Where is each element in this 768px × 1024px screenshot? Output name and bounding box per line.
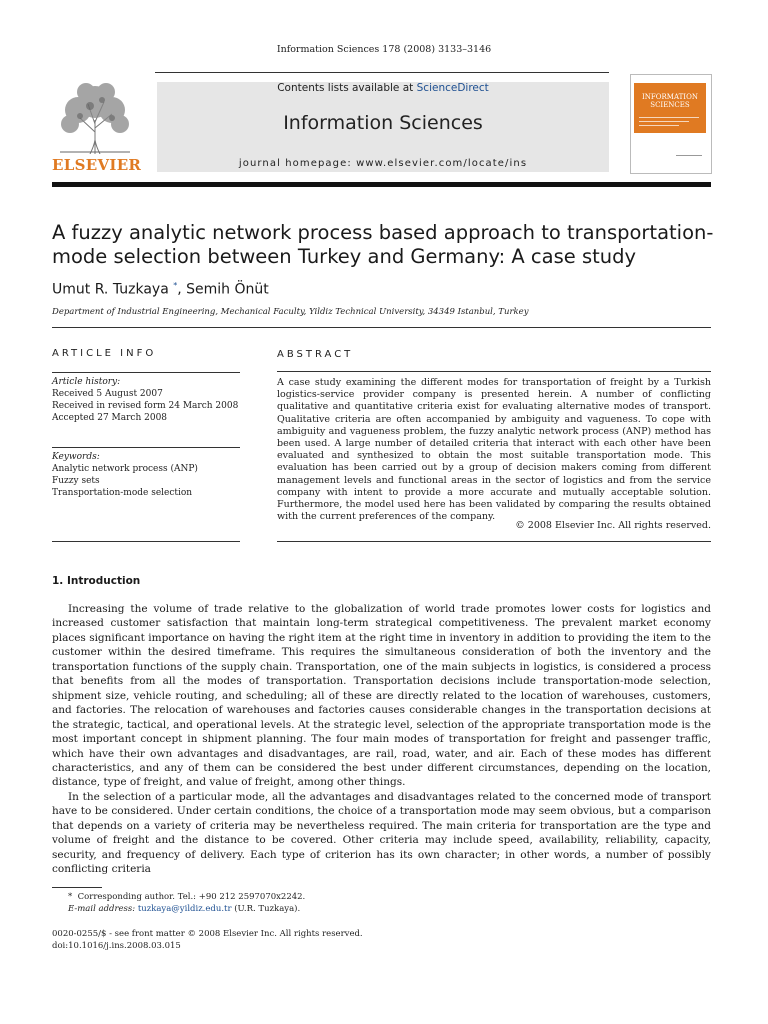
divider: [52, 447, 240, 448]
header-thick-rule: [52, 182, 711, 187]
abstract-text: A case study examining the different modes for transportation of freight by a Turkish logistics-service provider company is presented herein. A number of conflicting qualitative and quantitative criteria exist for evaluating alternative modes of transport. Qualitative criteria are often accompanied by ambiguity and vagueness. To cope with ambiguity and vagueness problem, the fuzzy analytic network process (ANP) method has been used. A large number of detailed criteria that interact with each other have been evaluated and synthesized to obtain the most suitable transportation mode. This evaluation has been carried out by a group of decision makers coming from different management levels and functional areas in the sector of logistics and from the service company with intent to provide a more accurate and mutually acceptable solution. Furthermore, the model used here has been validated by comparing the results obtained with the current preferences of the company.: [277, 377, 711, 523]
history-label: Article history:: [52, 377, 121, 387]
keyword: Transportation-mode selection: [52, 488, 193, 498]
author-list: [52, 281, 269, 298]
corresponding-author-note: Corresponding author. Tel.: +90 212 2597070x2242.: [77, 892, 306, 902]
doi-line[interactable]: doi:10.1016/j.ins.2008.03.015: [52, 941, 181, 951]
header-rule: [155, 72, 609, 73]
section-heading-introduction: 1. Introduction: [52, 575, 141, 587]
article-history: [52, 376, 242, 424]
footnote: [52, 891, 711, 915]
keywords: [52, 451, 242, 499]
email-label: E-mail address:: [68, 904, 136, 914]
cover-publisher-mark: [676, 155, 702, 166]
keyword: Fuzzy sets: [52, 476, 100, 486]
paragraph: Increasing the volume of trade relative to the globalization of world trade promotes lower costs for logistics and increased customer satisfaction that maintain long-term strategical competitiveness. The prevalent market economy places significant importance on having the right item at the right time in inventory in addition to providing the item to the customer within the desired timeframe. This requires the simultaneous consideration of both the inventory and the transportation functions of the supply chain. Transportation, one of the main subjects in logistics, is considered a process that benefits from all the modes of transportation. Transportation decisions include transportation-mode selection, shipment size, vehicle routing, and scheduling; all of these are directly related to the location of warehouses, customers, and factories. The relocation of warehouses and factories causes considerable changes in the transportation decisions at the strategic, tactical, and operational levels. At the strategic level, selection of the appropriate transportation mode is the most important concept in shipment planning. The four main modes of transportation for freight and passenger traffic, which have their own advantages and disadvantages, are rail, road, water, and air. Each of these modes has different characteristics, and any of them can be considered the best under different circumstances, depending on the location, distance, type of freight, and value of freight, among other things.: [52, 603, 711, 789]
journal-cover-image: [630, 74, 712, 174]
contents-line: [157, 82, 609, 94]
cover-line: [639, 117, 699, 118]
author-2[interactable]: Semih Önüt: [186, 281, 269, 298]
corresponding-mark[interactable]: *: [173, 281, 178, 290]
cover-title: INFORMATION SCIENCES: [642, 93, 698, 109]
divider: [52, 327, 711, 328]
cover-line: [639, 125, 679, 126]
front-matter-info: [52, 928, 363, 952]
divider: [277, 541, 711, 542]
paragraph: In the selection of a particular mode, all the advantages and disadvantages related to the concerned mode of transport have to be considered. Under certain conditions, the choice of a transportation mode may seem obvious, but a comparison that depends on a variety of criteria may be nevertheless required. The main criteria for transportation are the type and volume of freight and the distance to be covered. Other criteria may include speed, availability, reliability, capacity, security, and frequency of delivery. Each type of criterion has its own character; in other words, a number of possibly conflicting criteria: [52, 790, 711, 876]
sciencedirect-link[interactable]: ScienceDirect: [416, 82, 489, 94]
journal-title: Information Sciences: [283, 112, 483, 134]
received-date: Received 5 August 2007: [52, 389, 163, 399]
accepted-date: Accepted 27 March 2008: [52, 413, 168, 423]
divider: [52, 541, 240, 542]
footnote-mark: *: [68, 892, 73, 902]
email-link[interactable]: tuzkaya@yildiz.edu.tr: [137, 904, 232, 914]
keywords-label: Keywords:: [52, 452, 100, 462]
journal-citation: Information Sciences 178 (2008) 3133–3146: [276, 44, 492, 55]
abstract-heading: ABSTRACT: [277, 349, 354, 360]
author-1[interactable]: Umut R. Tuzkaya: [52, 281, 169, 298]
affiliation: Department of Industrial Engineering, Mechanical Faculty, Yildiz Technical University, 34349 Istanbul, Turkey: [52, 307, 529, 317]
revised-date: Received in revised form 24 March 2008: [52, 401, 239, 411]
email-suffix: (U.R. Tuzkaya).: [231, 904, 301, 914]
divider: [52, 372, 240, 373]
journal-homepage[interactable]: journal homepage: www.elsevier.com/locate/ins: [238, 158, 528, 169]
publisher-logo-text: ELSEVIER: [52, 156, 142, 174]
article-info-heading: ARTICLE INFO: [52, 348, 157, 359]
contents-prefix: Contents lists available at: [277, 82, 417, 94]
introduction-body: [52, 602, 711, 877]
article-title: A fuzzy analytic network process based approach to transportation-mode selection between Turkey and Germany: A case study: [52, 221, 714, 268]
divider: [277, 371, 711, 372]
author-separator: ,: [177, 281, 187, 298]
abstract-copyright: © 2008 Elsevier Inc. All rights reserved.: [515, 520, 711, 531]
keyword: Analytic network process (ANP): [52, 464, 198, 474]
issn-line: 0020-0255/$ - see front matter © 2008 Elsevier Inc. All rights reserved.: [52, 929, 363, 939]
cover-line: [639, 121, 689, 122]
footnote-rule: [52, 887, 102, 888]
